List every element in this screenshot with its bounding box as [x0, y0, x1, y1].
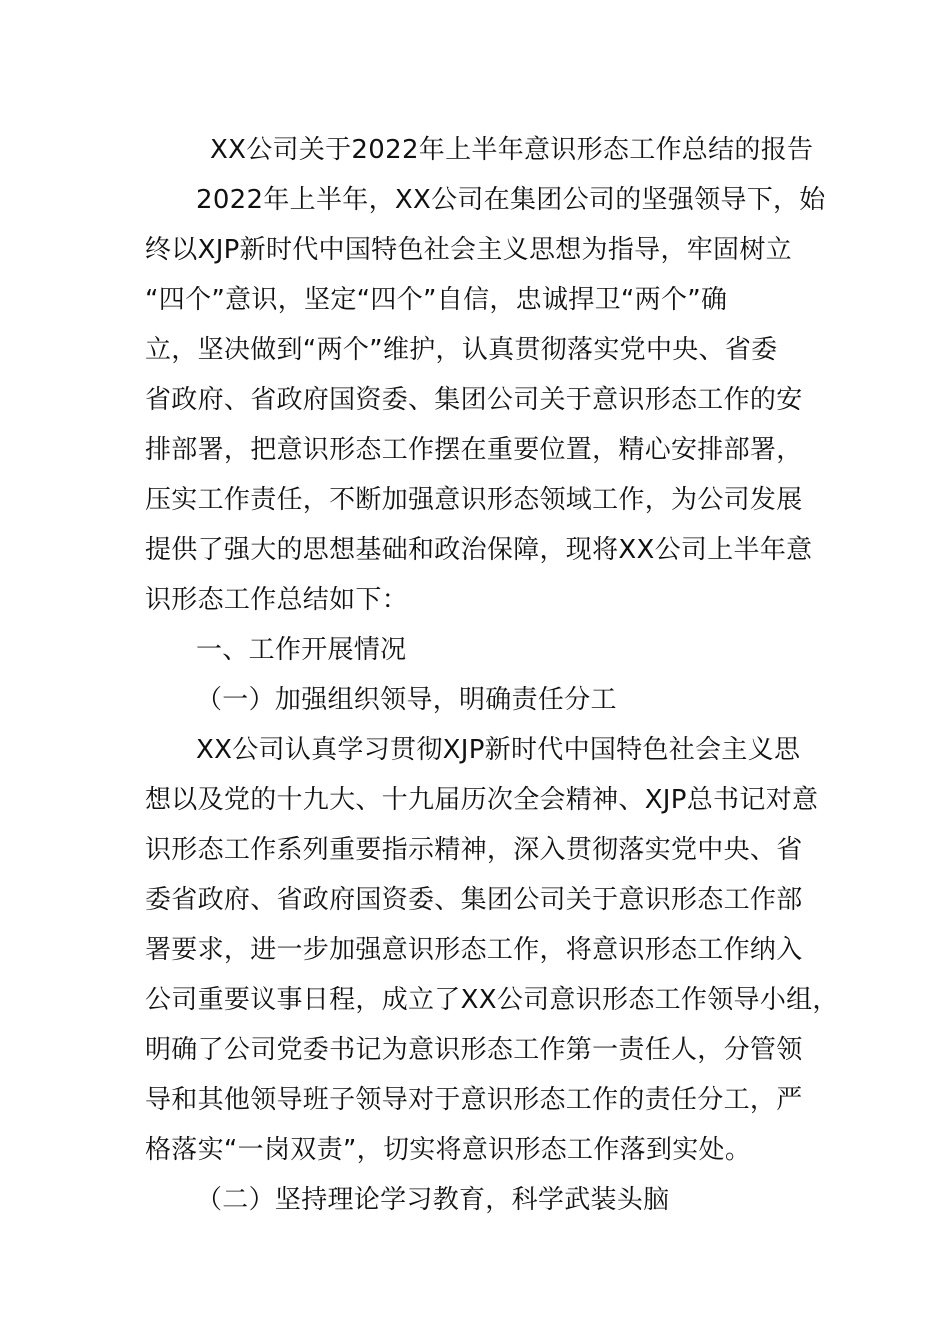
document-title: XX公司关于2022年上半年意识形态工作总结的报告 — [210, 135, 814, 165]
intro-line: 省政府、省政府国资委、集团公司关于意识形态工作的安 — [145, 385, 803, 415]
body-line: 明确了公司党委书记为意识形态工作第一责任人，分管领 — [145, 1035, 803, 1065]
intro-line: 排部署，把意识形态工作摆在重要位置，精心安排部署， — [145, 435, 803, 465]
subsection-heading: （二）坚持理论学习教育，科学武装头脑 — [196, 1185, 670, 1215]
body-line: 署要求，进一步加强意识形态工作，将意识形态工作纳入 — [145, 935, 803, 965]
intro-line: 立，坚决做到“两个”维护，认真贯彻落实党中央、省委 — [145, 335, 778, 365]
intro-line: 2022年上半年，XX公司在集团公司的坚强领导下，始 — [196, 185, 826, 215]
body-line: 公司重要议事日程，成立了XX公司意识形态工作领导小组， — [145, 985, 839, 1015]
intro-line: 提供了强大的思想基础和政治保障，现将XX公司上半年意 — [145, 535, 813, 565]
body-line: XX公司认真学习贯彻XJP新时代中国特色社会主义思 — [196, 735, 801, 765]
intro-line: 终以XJP新时代中国特色社会主义思想为指导，牢固树立 — [145, 235, 792, 265]
body-line: 导和其他领导班子领导对于意识形态工作的责任分工，严 — [145, 1085, 803, 1115]
body-line: 想以及党的十九大、十九届历次全会精神、XJP总书记对意 — [145, 785, 819, 815]
intro-line: 压实工作责任，不断加强意识形态领域工作，为公司发展 — [145, 485, 803, 515]
section-heading: 一、工作开展情况 — [196, 635, 407, 665]
subsection-heading: （一）加强组织领导，明确责任分工 — [196, 685, 617, 715]
body-line: 格落实“一岗双责”，切实将意识形态工作落到实处。 — [145, 1135, 752, 1165]
intro-line: “四个”意识，坚定“四个”自信，忠诚捍卫“两个”确 — [145, 285, 728, 315]
intro-line: 识形态工作总结如下： — [145, 585, 409, 615]
body-line: 委省政府、省政府国资委、集团公司关于意识形态工作部 — [145, 885, 803, 915]
body-line: 识形态工作系列重要指示精神，深入贯彻落实党中央、省 — [145, 835, 803, 865]
